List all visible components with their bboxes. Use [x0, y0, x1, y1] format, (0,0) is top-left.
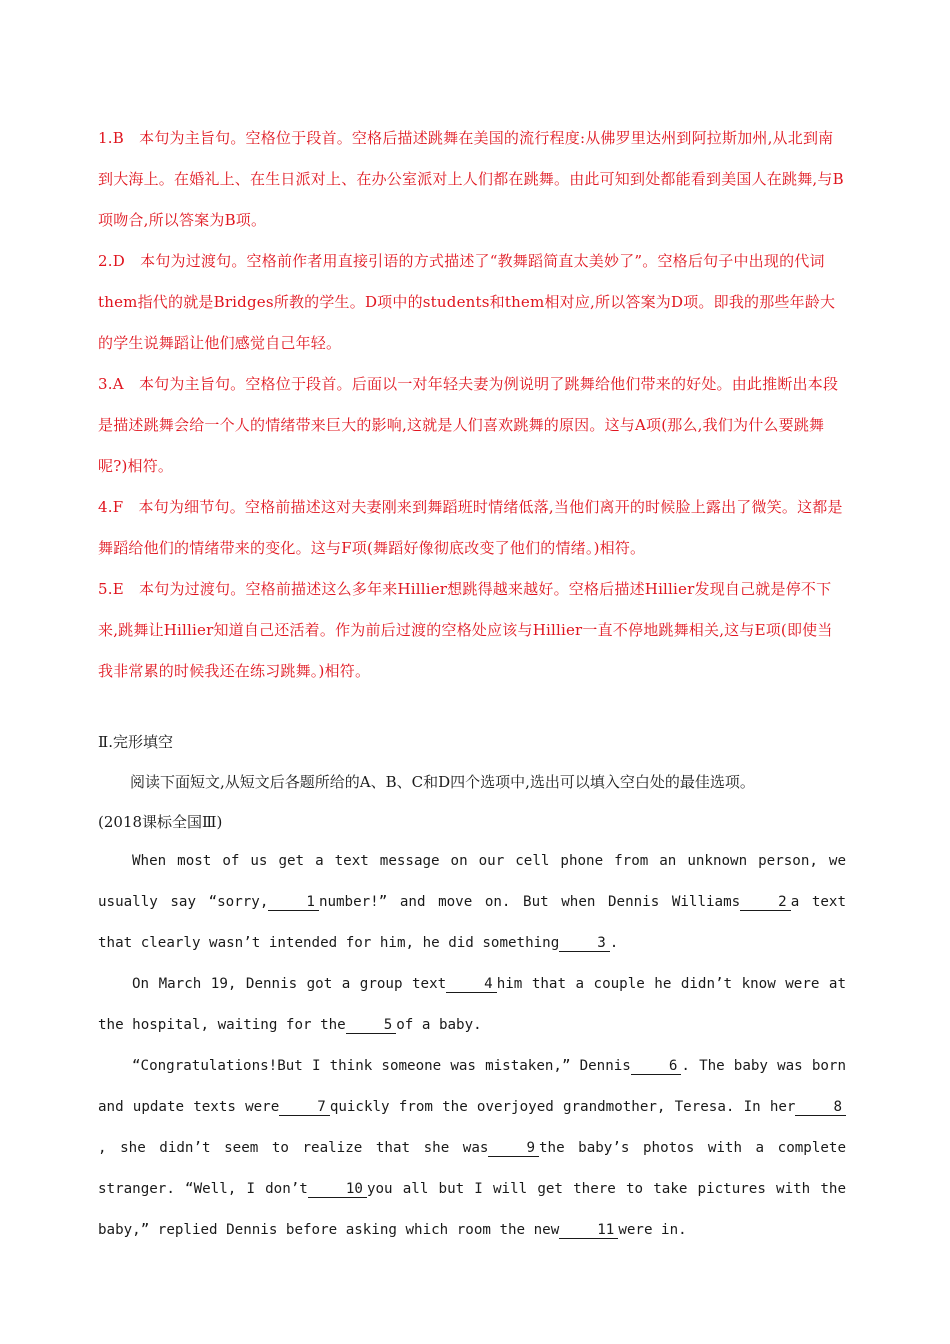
passage-text: number!” and move on. But when Dennis Williams [318, 894, 741, 910]
passage-paragraph-1 [98, 841, 846, 964]
answer-3: 3.A 本句为主旨句。空格位于段首。后面以一对年轻夫妻为例说明了跳舞给他们带来的好处。由此推断出本段是描述跳舞会给一个人的情绪带来巨大的影响,这就是人们喜欢跳舞的原因。这与A项(那么,我们为什么要跳舞呢?)相符。 [98, 375, 839, 475]
passage-text: , she didn’t seem to realize that she was [98, 1140, 489, 1156]
answer-4: 4.F 本句为细节句。空格前描述这对夫妻刚来到舞蹈班时情绪低落,当他们离开的时候脸上露出了微笑。这都是舞蹈给他们的情绪带来的变化。这与F项(舞蹈好像彻底改变了他们的情绪。)相符。 [98, 498, 843, 557]
blank-4: 4 [446, 976, 497, 993]
passage-text: you all but I will get there to take pictures with the baby,” replied Dennis before asking which room the new [98, 1181, 847, 1238]
passage-text: When most of us get a text message on our cell phone from an unknown person, we usually say “sorry, [98, 853, 846, 910]
passage-text: On March 19, Dennis got a group text [132, 976, 447, 992]
blank-1: 1 [268, 894, 319, 911]
passage-paragraph-3 [98, 1046, 846, 1251]
passage-text: were in. [618, 1222, 687, 1238]
blank-9: 9 [488, 1140, 539, 1157]
passage-text: him that a couple he didn’t know were at the hospital, waiting for the [98, 976, 846, 1033]
section-source: (2018课标全国Ⅲ) [98, 813, 223, 831]
blank-2: 2 [740, 894, 791, 911]
blank-10: 10 [308, 1181, 367, 1198]
answer-explanations [98, 118, 846, 692]
blank-3: 3 [559, 935, 610, 952]
document-page [98, 118, 846, 1251]
section-instruction: 阅读下面短文,从短文后各题所给的A、B、C和D四个选项中,选出可以填入空白处的最佳选项。 [130, 773, 755, 791]
passage-text: a text that clearly wasn’t intended for him, he did something [98, 894, 847, 951]
answer-5: 5.E 本句为过渡句。空格前描述这么多年来Hillier想跳得越来越好。空格后描述Hillier发现自己就是停不下来,跳舞让Hillier知道自己还活着。作为前后过渡的空格处应该与Hillier一直不停地跳舞相关,这与E项(即使当我非常累的时候我还在练习跳舞。)相符。 [98, 580, 833, 680]
passage-text: of a baby. [396, 1017, 482, 1033]
blank-6: 6 [631, 1058, 682, 1075]
blank-11: 11 [559, 1222, 618, 1239]
section-title: Ⅱ.完形填空 [98, 733, 173, 751]
passage-paragraph-2 [98, 964, 846, 1046]
answer-2: 2.D 本句为过渡句。空格前作者用直接引语的方式描述了“教舞蹈简直太美妙了”。空格后句子中出现的代词them指代的就是Bridges所教的学生。D项中的students和them相对应,所以答案为D项。即我的那些年龄大的学生说舞蹈让他们感觉自己年轻。 [98, 252, 836, 352]
blank-8: 8 [795, 1099, 846, 1116]
passage-text: . [609, 935, 619, 951]
answer-1: 1.B 本句为主旨句。空格位于段首。空格后描述跳舞在美国的流行程度:从佛罗里达州到阿拉斯加州,从北到南到大海上。在婚礼上、在生日派对上、在办公室派对上人们都在跳舞。由此可知到处都能看到美国人在跳舞,与B项吻合,所以答案为B项。 [98, 129, 844, 229]
passage-text: the baby’s photos with a complete stranger. “Well, I don’t [98, 1140, 846, 1197]
passage-text: . The baby was born and update texts were [98, 1058, 846, 1115]
blank-7: 7 [279, 1099, 330, 1116]
blank-5: 5 [346, 1017, 397, 1034]
passage-text: “Congratulations!But I think someone was mistaken,” Dennis [132, 1058, 631, 1074]
passage-text: quickly from the overjoyed grandmother, Teresa. In her [329, 1099, 796, 1115]
